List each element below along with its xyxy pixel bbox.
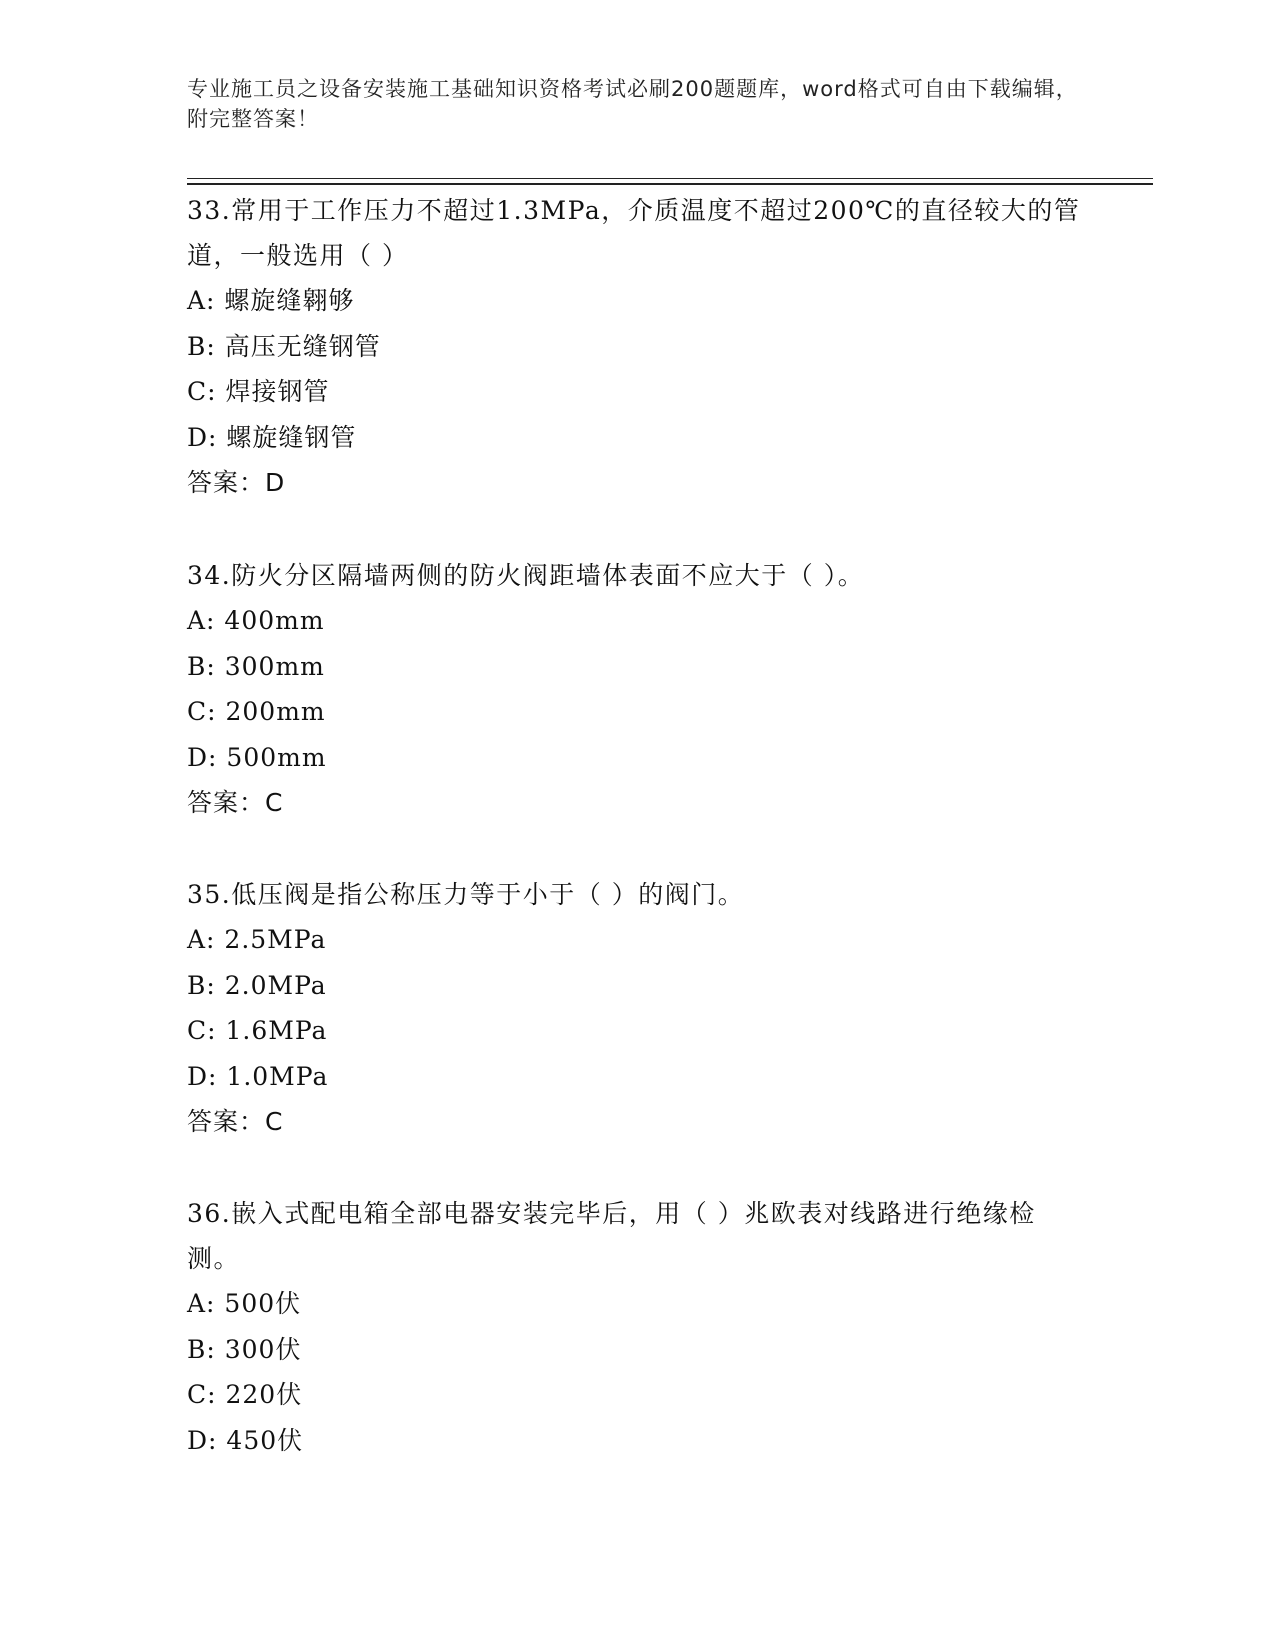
answer: 答案：C — [187, 1107, 284, 1136]
option-d: D: 螺旋缝钢管 — [187, 422, 357, 452]
question-text: 36.嵌入式配电箱全部电器安装完毕后，用（ ）兆欧表对线路进行绝缘检测。 — [187, 1199, 1036, 1273]
option-c: C: 200mm — [187, 697, 326, 726]
question-35 — [187, 872, 1087, 1144]
option-c: C: 焊接钢管 — [187, 377, 330, 406]
question-34 — [187, 553, 1087, 825]
question-36 — [187, 1191, 1087, 1463]
option-d: D: 1.0MPa — [187, 1061, 329, 1091]
option-a: A: 400mm — [187, 606, 325, 635]
header-divider-thick — [187, 183, 1153, 185]
option-d: D: 450伏 — [187, 1425, 304, 1455]
option-a: A: 500伏 — [187, 1289, 302, 1318]
option-b: B: 高压无缝钢管 — [187, 331, 381, 361]
option-b: B: 300伏 — [187, 1334, 302, 1364]
option-b: B: 2.0MPa — [187, 970, 327, 1000]
document-header: 专业施工员之设备安装施工基础知识资格考试必刷200题题库，word格式可自由下载编辑，附完整答案！ — [187, 77, 1078, 131]
question-text: 33.常用于工作压力不超过1.3MPa，介质温度不超过200℃的直径较大的管道，一般选用（ ） — [187, 196, 1081, 270]
question-33 — [187, 188, 1087, 505]
option-c: C: 1.6MPa — [187, 1016, 328, 1045]
question-text: 34.防火分区隔墙两侧的防火阀距墙体表面不应大于（ ）。 — [187, 561, 865, 590]
answer: 答案：C — [187, 788, 284, 817]
option-a: A: 2.5MPa — [187, 925, 327, 954]
option-d: D: 500mm — [187, 742, 327, 772]
option-a: A: 螺旋缝翱够 — [187, 286, 355, 315]
header-divider-thin — [187, 178, 1153, 179]
answer: 答案：D — [187, 468, 286, 497]
option-c: C: 220伏 — [187, 1380, 303, 1409]
question-text: 35.低压阀是指公称压力等于小于（ ）的阀门。 — [187, 880, 745, 909]
option-b: B: 300mm — [187, 651, 325, 681]
